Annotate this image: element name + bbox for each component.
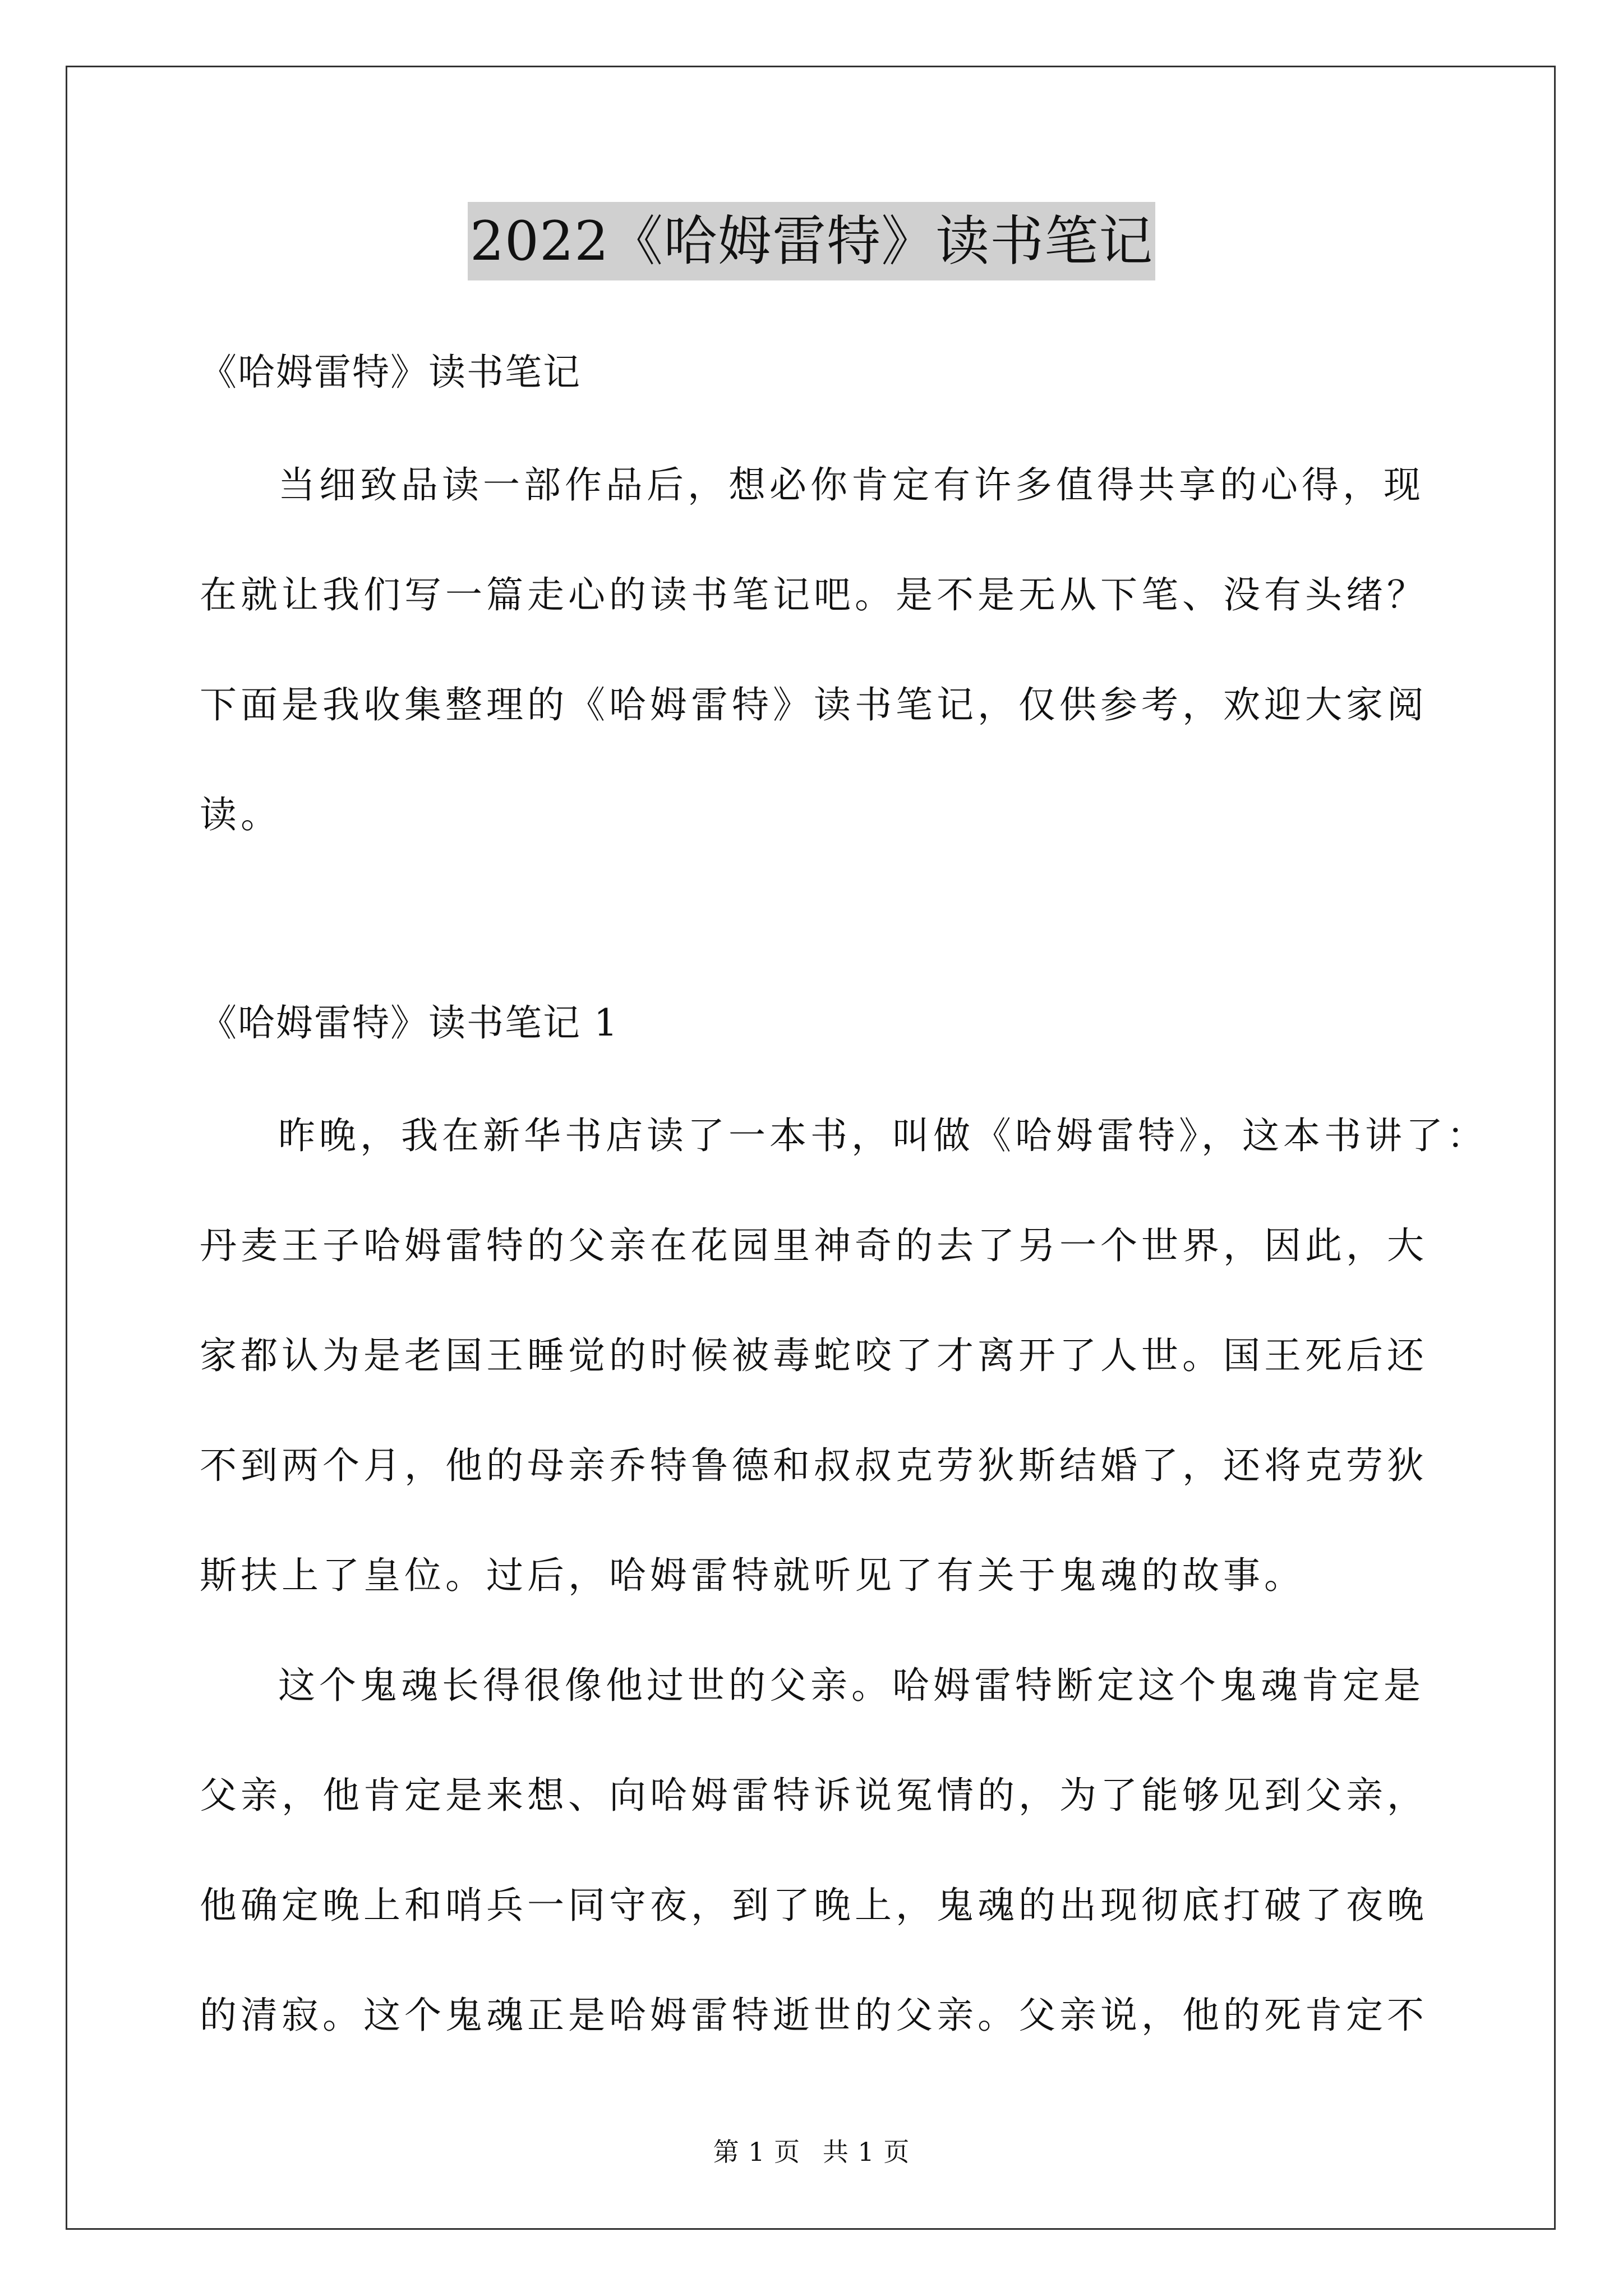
paragraph-line: 读。 xyxy=(200,793,282,836)
intro-paragraph xyxy=(200,452,1433,891)
paragraph-line: 家都认为是老国王睡觉的时候被毒蛇咬了才离开了人世。国王死后还 xyxy=(200,1334,1428,1377)
page-number-current: 第 1 页 xyxy=(713,2137,801,2167)
title-container xyxy=(0,202,1623,280)
paragraph-line: 下面是我收集整理的《哈姆雷特》读书笔记，仅供参考，欢迎大家阅 xyxy=(200,683,1428,726)
section-heading: 《哈姆雷特》读书笔记 1 xyxy=(200,1001,619,1045)
paragraph-line: 丹麦王子哈姆雷特的父亲在花园里神奇的去了另一个世界，因此，大 xyxy=(200,1224,1428,1267)
paragraph-2 xyxy=(200,1652,1433,2092)
paragraph-line: 在就让我们写一篇走心的读书笔记吧。是不是无从下笔、没有头绪？ xyxy=(200,573,1428,616)
paragraph-line: 父亲，他肯定是来想、向哈姆雷特诉说冤情的，为了能够见到父亲， xyxy=(200,1774,1428,1817)
paragraph-line: 斯扶上了皇位。过后，哈姆雷特就听见了有关于鬼魂的故事。 xyxy=(200,1554,1305,1597)
paragraph-line: 当细致品读一部作品后，想必你肯定有许多值得共享的心得，现 xyxy=(278,463,1424,507)
page-number-total: 共 1 页 xyxy=(822,2137,910,2167)
page-footer xyxy=(0,2132,1623,2169)
paragraph-line: 他确定晚上和哨兵一同守夜，到了晚上，鬼魂的出现彻底打破了夜晚 xyxy=(200,1884,1428,1927)
paragraph-line: 的清寂。这个鬼魂正是哈姆雷特逝世的父亲。父亲说，他的死肯定不 xyxy=(200,1994,1428,2037)
paragraph-line: 昨晚，我在新华书店读了一本书，叫做《哈姆雷特》，这本书讲了： xyxy=(278,1114,1488,1157)
paragraph-line: 这个鬼魂长得很像他过世的父亲。哈姆雷特断定这个鬼魂肯定是 xyxy=(278,1664,1424,1707)
paragraph-1 xyxy=(200,1102,1488,1652)
document-title: 2022《哈姆雷特》读书笔记 xyxy=(468,202,1155,280)
document-subtitle: 《哈姆雷特》读书笔记 xyxy=(200,351,581,394)
paragraph-line: 不到两个月，他的母亲乔特鲁德和叔叔克劳狄斯结婚了，还将克劳狄 xyxy=(200,1444,1428,1487)
